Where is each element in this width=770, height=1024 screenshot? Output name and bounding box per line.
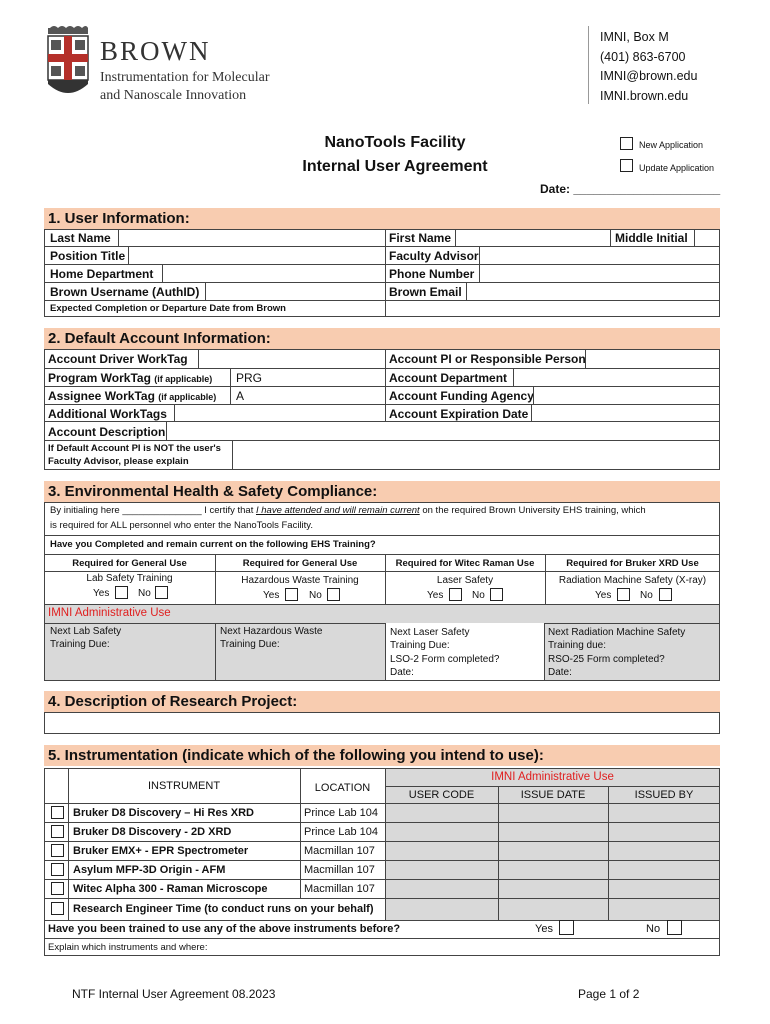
trained-yes-label: Yes bbox=[535, 923, 553, 935]
instrument-row5-location: Macmillan 107 bbox=[304, 883, 375, 895]
title-line2: Internal User Agreement bbox=[302, 158, 488, 175]
due-haz-waste-line2: Training Due: bbox=[220, 639, 280, 650]
logo-line1: Instrumentation for Molecular bbox=[100, 70, 270, 85]
account-expiration-label: Account Expiration Date bbox=[389, 407, 529, 421]
section1-header: 1. User Information: bbox=[44, 208, 720, 229]
brown-username-label: Brown Username (AuthID) bbox=[50, 285, 200, 299]
home-department-label: Home Department bbox=[50, 267, 154, 281]
date-field[interactable]: Date: ______________________ bbox=[540, 182, 721, 196]
ehs-question: Have you Completed and remain current on the following EHS Training? bbox=[50, 539, 376, 550]
trained-question: Have you been trained to use any of the above instruments before? bbox=[48, 923, 401, 935]
account-driver-label: Account Driver WorkTag bbox=[48, 352, 188, 366]
assignee-worktag-label bbox=[48, 389, 216, 403]
trained-no-label: No bbox=[646, 923, 661, 935]
additional-worktags-input[interactable] bbox=[174, 404, 386, 422]
ehs-col1-yes-label: Yes bbox=[93, 588, 110, 599]
assignee-worktag-text: Assignee WorkTag bbox=[48, 389, 155, 403]
due-lab-safety-line2: Training Due: bbox=[50, 639, 110, 650]
assignee-worktag-note: (if applicable) bbox=[158, 392, 217, 402]
section3-header: 3. Environmental Health & Safety Compliance: bbox=[44, 481, 720, 502]
ehs-admin-use-label: IMNI Administrative Use bbox=[48, 607, 171, 619]
additional-worktags-label: Additional WorkTags bbox=[48, 407, 167, 421]
title-line1: NanoTools Facility bbox=[324, 134, 466, 151]
ehs-col4-yes-label: Yes bbox=[595, 590, 612, 601]
ehs-col2-yes-checkbox[interactable] bbox=[285, 588, 298, 601]
instrument-row4-name: Asylum MFP-3D Origin - AFM bbox=[73, 864, 226, 876]
first-name-input[interactable] bbox=[455, 229, 611, 247]
account-pi-label: Account PI or Responsible Person bbox=[389, 352, 586, 366]
ehs-col2-yes-label: Yes bbox=[263, 590, 280, 601]
account-description-input[interactable] bbox=[166, 421, 720, 441]
program-worktag-text: Program WorkTag bbox=[48, 371, 151, 385]
ehs-certify-post: on the required Brown University EHS training, which bbox=[419, 505, 646, 516]
position-title-input[interactable] bbox=[128, 246, 386, 265]
brown-email-input[interactable] bbox=[466, 282, 720, 301]
account-funding-input[interactable] bbox=[533, 386, 720, 405]
col-location-head: LOCATION bbox=[314, 782, 371, 794]
account-department-label: Account Department bbox=[389, 371, 508, 385]
col-issue-date-head: ISSUE DATE bbox=[520, 789, 586, 801]
explain-instruments-label: Explain which instruments and where: bbox=[48, 942, 208, 953]
ehs-col2-training: Hazardous Waste Training bbox=[241, 575, 359, 586]
ehs-col2-head: Required for General Use bbox=[242, 558, 358, 569]
ehs-col4-yes-checkbox[interactable] bbox=[617, 588, 630, 601]
ehs-col1-no-label: No bbox=[138, 588, 151, 599]
instrument-row5-name: Witec Alpha 300 - Raman Microscope bbox=[73, 883, 268, 895]
contact-email: IMNI@brown.edu bbox=[600, 69, 698, 83]
ehs-col1-head: Required for General Use bbox=[72, 558, 187, 569]
last-name-label: Last Name bbox=[50, 231, 111, 245]
instrument-row3-checkbox[interactable] bbox=[51, 844, 64, 857]
contact-phone: (401) 863-6700 bbox=[600, 49, 686, 64]
due-radiation-line1: Next Radiation Machine Safety bbox=[548, 627, 686, 638]
phone-number-label: Phone Number bbox=[389, 267, 475, 281]
section5-header: 5. Instrumentation (indicate which of the following you intend to use): bbox=[44, 745, 720, 766]
contact-block bbox=[600, 28, 697, 106]
faculty-advisor-label: Faculty Advisor bbox=[389, 249, 479, 263]
home-department-input[interactable] bbox=[162, 264, 386, 283]
account-driver-input[interactable] bbox=[198, 349, 386, 369]
due-lab-safety-line1: Next Lab Safety bbox=[50, 626, 122, 637]
phone-number-input[interactable] bbox=[479, 264, 720, 283]
due-radiation-line4: Date: bbox=[548, 667, 572, 678]
brown-logo bbox=[44, 22, 304, 106]
account-description-label: Account Description bbox=[48, 425, 166, 439]
research-description-input[interactable] bbox=[44, 712, 720, 734]
ehs-col3-no-checkbox[interactable] bbox=[490, 588, 503, 601]
footer-page-number: Page 1 of 2 bbox=[578, 987, 640, 1001]
ehs-col4-head: Required for Bruker XRD Use bbox=[566, 558, 699, 569]
program-worktag-note: (if applicable) bbox=[154, 374, 213, 384]
ehs-col2-no-label: No bbox=[309, 590, 322, 601]
due-laser-line2: Training Due: bbox=[390, 640, 450, 651]
due-laser-line3: LSO-2 Form completed? bbox=[390, 654, 500, 665]
logo-brown-wordmark: BROWN bbox=[100, 36, 211, 66]
ehs-col3-no-label: No bbox=[472, 590, 485, 601]
faculty-advisor-input[interactable] bbox=[479, 246, 720, 265]
explain-instruments-input[interactable] bbox=[230, 939, 719, 955]
instrument-row4-checkbox[interactable] bbox=[51, 863, 64, 876]
assignee-worktag-input[interactable] bbox=[230, 386, 386, 405]
ehs-certify-pre: By initialing here _______________ I certify that bbox=[50, 505, 256, 516]
position-title-label: Position Title bbox=[50, 249, 126, 263]
default-pi-note-line2: Faculty Advisor, please explain bbox=[48, 456, 189, 467]
instrument-row3-location: Macmillan 107 bbox=[304, 845, 375, 857]
update-application-label: Update Application bbox=[639, 163, 715, 173]
instrument-admin-use-label: IMNI Administrative Use bbox=[491, 771, 614, 783]
col-user-code-head: USER CODE bbox=[408, 789, 475, 801]
instrument-row1-name: Bruker D8 Discovery – Hi Res XRD bbox=[73, 807, 254, 819]
instrument-row5-checkbox[interactable] bbox=[51, 882, 64, 895]
col-issued-by-head: ISSUED BY bbox=[634, 789, 694, 801]
section4-header: 4. Description of Research Project: bbox=[44, 691, 720, 712]
col-instrument-head: INSTRUMENT bbox=[147, 780, 221, 792]
ehs-certify-line2: is required for ALL personnel who enter the NanoTools Facility. bbox=[50, 520, 313, 531]
ehs-col4-no-label: No bbox=[640, 590, 653, 601]
ehs-col3-head: Required for Witec Raman Use bbox=[395, 558, 535, 569]
due-laser-line1: Next Laser Safety bbox=[390, 627, 470, 638]
ehs-col1-no-checkbox[interactable] bbox=[155, 586, 168, 599]
contact-divider bbox=[588, 26, 589, 104]
ehs-col2-no-checkbox[interactable] bbox=[327, 588, 340, 601]
expected-completion-input[interactable] bbox=[385, 300, 720, 317]
account-expiration-input[interactable] bbox=[531, 404, 720, 422]
ehs-col4-no-checkbox[interactable] bbox=[659, 588, 672, 601]
brown-email-label: Brown Email bbox=[389, 285, 462, 299]
ehs-col1-yes-checkbox[interactable] bbox=[115, 586, 128, 599]
instrument-row1-location: Prince Lab 104 bbox=[304, 807, 378, 819]
middle-initial-input[interactable] bbox=[694, 229, 720, 247]
instrument-row3-name: Bruker EMX+ - EPR Spectrometer bbox=[73, 845, 249, 857]
instrument-row2-name: Bruker D8 Discovery - 2D XRD bbox=[73, 826, 232, 838]
last-name-input[interactable] bbox=[118, 229, 386, 247]
default-pi-explain-input[interactable] bbox=[232, 440, 720, 470]
new-application-label: New Application bbox=[639, 140, 704, 150]
default-pi-note-line1: If Default Account PI is NOT the user's bbox=[48, 443, 221, 454]
engineer-time-checkbox[interactable] bbox=[51, 902, 64, 915]
program-worktag-value: PRG bbox=[236, 371, 263, 385]
ehs-col3-yes-checkbox[interactable] bbox=[449, 588, 462, 601]
account-pi-input[interactable] bbox=[585, 349, 720, 369]
brown-shield-icon bbox=[44, 22, 92, 102]
footer-left: NTF Internal User Agreement 08.2023 bbox=[72, 987, 276, 1001]
engineer-time-label: Research Engineer Time (to conduct runs on your behalf) bbox=[73, 903, 374, 915]
assignee-worktag-value: A bbox=[236, 389, 245, 403]
account-department-input[interactable] bbox=[513, 368, 720, 387]
contact-website: IMNI.brown.edu bbox=[600, 88, 689, 103]
instrument-row1-checkbox[interactable] bbox=[51, 806, 64, 819]
new-application-checkbox[interactable] bbox=[620, 137, 633, 150]
due-haz-waste-line1: Next Hazardous Waste bbox=[220, 626, 323, 637]
program-worktag-label bbox=[48, 371, 212, 385]
trained-no-checkbox[interactable] bbox=[667, 920, 682, 935]
ehs-certify-line1 bbox=[50, 505, 646, 516]
update-application-checkbox[interactable] bbox=[620, 159, 633, 172]
due-radiation-line3: RSO-25 Form completed? bbox=[548, 654, 665, 665]
section2-header: 2. Default Account Information: bbox=[44, 328, 720, 349]
middle-initial-label: Middle Initial bbox=[615, 231, 688, 245]
due-laser-line4: Date: bbox=[390, 667, 414, 678]
due-radiation-line2: Training due: bbox=[548, 640, 606, 651]
ehs-col4-training: Radiation Machine Safety (X-ray) bbox=[558, 575, 707, 586]
trained-yes-checkbox[interactable] bbox=[559, 920, 574, 935]
instrument-row2-checkbox[interactable] bbox=[51, 825, 64, 838]
logo-line2: and Nanoscale Innovation bbox=[100, 88, 247, 103]
first-name-label: First Name bbox=[389, 231, 452, 245]
instrument-row2-location: Prince Lab 104 bbox=[304, 826, 378, 838]
ehs-certify-emphasis: I have attended and will remain current bbox=[255, 505, 420, 516]
brown-username-input[interactable] bbox=[205, 282, 386, 301]
account-funding-label: Account Funding Agency bbox=[389, 389, 534, 403]
ehs-col1-training: Lab Safety Training bbox=[86, 573, 173, 584]
ehs-col3-yes-label: Yes bbox=[427, 590, 444, 601]
instrument-row4-location: Macmillan 107 bbox=[304, 864, 375, 876]
ehs-col3-training: Laser Safety bbox=[436, 575, 494, 586]
contact-box: IMNI, Box M bbox=[600, 30, 669, 44]
expected-completion-label: Expected Completion or Departure Date from Brown bbox=[50, 303, 286, 314]
